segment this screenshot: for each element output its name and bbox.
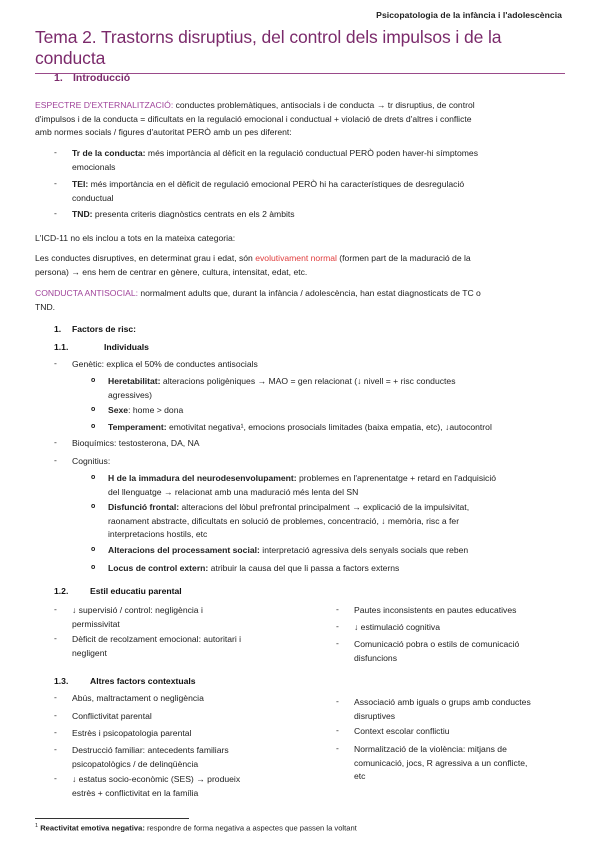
conductes-text-end: (formen part de la maduració de la xyxy=(336,253,471,263)
subsection-heading: Factors de risc: xyxy=(72,324,136,334)
antisocial-line2: TND. xyxy=(35,301,56,312)
item-text-cont: etc xyxy=(354,771,366,782)
estil-left-item xyxy=(72,633,284,660)
bioquimics-item: Bioquímics: testosterona, DA, NA xyxy=(72,438,200,448)
item-text: ↓ supervisió / control: negligència i xyxy=(72,605,203,615)
list-dash: - xyxy=(54,744,57,754)
list-dash: - xyxy=(54,437,57,447)
subitem-text: : home > dona xyxy=(128,405,184,415)
conductes-paragraph xyxy=(35,252,565,279)
antisocial-line1: normalment adults que, durant la infància / adolescència, han estat diagnosticats de TC o xyxy=(137,288,481,298)
antisocial-lead: CONDUCTA ANTISOCIAL: xyxy=(35,288,138,298)
section-heading: Introducció xyxy=(73,72,131,84)
cognitius-item: Cognitius: xyxy=(72,456,111,466)
list-item-text-cont: conductual xyxy=(72,192,114,203)
item-text-cont: disfuncions xyxy=(354,652,397,663)
list-dash: - xyxy=(54,710,57,720)
list-item-tc xyxy=(72,147,565,174)
list-dash: - xyxy=(54,633,57,643)
subsection-heading: Individuals xyxy=(104,342,149,352)
list-item-term: Tr de la conducta: xyxy=(72,148,146,158)
item-text: ↓ estatus socio-econòmic (SES) → produeix xyxy=(72,774,241,784)
footnote xyxy=(35,823,357,833)
subitem-text-cont: interpretacions hostils, etc xyxy=(108,529,208,540)
item-text-cont: permissivitat xyxy=(72,618,120,629)
subsection-number: 1.3. xyxy=(54,676,69,686)
subitem-term: Locus de control extern: xyxy=(108,563,209,573)
altres-left-item xyxy=(72,773,284,800)
genetic-subitem xyxy=(108,375,565,402)
list-dash: - xyxy=(54,727,57,737)
subitem-term: Alteracions del processament social: xyxy=(108,545,260,555)
genetic-item: Genètic: explica el 50% de conductes antisocials xyxy=(72,359,258,369)
list-item-text: més importància en el dèficit de regulació emocional PERÒ hi ha característiques de desregulació xyxy=(88,179,465,189)
estil-left-item xyxy=(72,604,284,631)
item-text-cont: negligent xyxy=(72,647,107,658)
conductes-text: Les conductes disruptives, en determinat grau i edat, són xyxy=(35,253,256,263)
subitem-text-cont: del llenguatge → relacionat amb una maduració més lenta del SN xyxy=(108,486,359,497)
estil-right-item xyxy=(354,638,566,665)
list-dash: - xyxy=(336,621,339,631)
cognitius-subitem xyxy=(108,472,565,499)
espectre-line3: amb normes socials / figures d'autoritat PERÒ amb un pes diferent: xyxy=(35,127,292,138)
list-dash: - xyxy=(54,208,57,218)
bullet-o: o xyxy=(91,423,96,430)
running-header: Psicopatologia de la infància i l'adolescència xyxy=(376,10,562,20)
subitem-text: problemes en l'aprenentatge + retard en l'adquisició xyxy=(296,473,497,483)
subitem-term: Sexe xyxy=(108,405,129,415)
item-text: Comunicació pobra o estils de comunicació xyxy=(354,639,520,649)
item-text: Normalització de la violència: mitjans de xyxy=(354,744,507,754)
conductes-highlight: evolutivament normal xyxy=(255,253,337,263)
subitem-term: Disfunció frontal: xyxy=(108,502,180,512)
estil-right-item: ↓ estimulació cognitiva xyxy=(354,622,440,632)
list-dash: - xyxy=(336,743,339,753)
page-title: Tema 2. Trastorns disruptius, del control dels impulsos i de la conducta xyxy=(35,27,565,74)
item-text: Destrucció familiar: antecedents familiars xyxy=(72,745,229,755)
estil-right-item: Pautes inconsistents en pautes educatives xyxy=(354,605,517,615)
bullet-o: o xyxy=(91,503,96,510)
item-text-cont: comunicació, jocs, R agressiva a un conflicte, xyxy=(354,757,528,768)
subitem-text: alteracions poligèniques → MAO = gen relacionat (↓ nivell = + risc conductes xyxy=(160,376,456,386)
bullet-o: o xyxy=(91,546,96,553)
conductes-line2: persona) → ens hem de centrar en gènere, cultura, intensitat, edat, etc. xyxy=(35,266,308,277)
subitem-text: interpretació agressiva dels senyals socials que reben xyxy=(259,545,469,555)
section-number: 1. xyxy=(54,72,63,84)
list-item-text-cont: emocionals xyxy=(72,161,116,172)
subsection-heading: Estil educatiu parental xyxy=(90,586,182,596)
subitem-text-cont: raonament abstracte, dificultats en solució de problemes, concentració, ↓ memòria, risc a fer xyxy=(108,515,460,526)
subsection-heading: Altres factors contextuals xyxy=(90,676,196,686)
subitem-text: atribuir la causa del que li passa a factors externs xyxy=(208,563,400,573)
cognitius-subitem xyxy=(108,544,565,558)
subsection-number: 1. xyxy=(54,324,62,334)
altres-left-item xyxy=(72,744,284,771)
altres-right-item: Context escolar conflictiu xyxy=(354,726,450,736)
list-item-term: TEI: xyxy=(72,179,89,189)
list-dash: - xyxy=(54,604,57,614)
list-dash: - xyxy=(54,692,57,702)
list-dash: - xyxy=(54,358,57,368)
altres-right-item xyxy=(354,696,566,723)
list-dash: - xyxy=(336,725,339,735)
item-text: Associació amb iguals o grups amb conductes xyxy=(354,697,531,707)
list-item-text: presenta criteris diagnòstics centrats en els 2 àmbits xyxy=(92,209,295,219)
list-dash: - xyxy=(54,455,57,465)
item-text-cont: disruptives xyxy=(354,710,396,721)
subitem-term: H de la immadura del neurodesenvolupament: xyxy=(108,473,297,483)
espectre-paragraph xyxy=(35,99,565,140)
footnote-text: respondre de forma negativa a aspectes que passen la voltant xyxy=(144,823,357,833)
subsection-number: 1.1. xyxy=(54,342,69,352)
list-dash: - xyxy=(336,638,339,648)
list-dash: - xyxy=(336,696,339,706)
cognitius-subitem xyxy=(108,562,565,576)
list-item-term: TND: xyxy=(72,209,93,219)
footnote-separator xyxy=(35,818,189,819)
bullet-o: o xyxy=(91,474,96,481)
subitem-text-cont: agressives) xyxy=(108,389,152,400)
list-item-tnd xyxy=(72,208,565,222)
bullet-o: o xyxy=(91,564,96,571)
altres-right-item xyxy=(354,743,566,784)
subitem-term: Heretabilitat: xyxy=(108,376,161,386)
list-item-text: més importància al dèficit en la regulació conductual PERÒ poden haver-hi símptomes xyxy=(145,148,479,158)
icd-paragraph: L'ICD-11 no els inclou a tots en la mateixa categoria: xyxy=(35,233,236,243)
altres-left-item: Estrès i psicopatologia parental xyxy=(72,728,192,738)
subsection-number: 1.2. xyxy=(54,586,69,596)
genetic-subitem xyxy=(108,421,578,435)
list-dash: - xyxy=(54,178,57,188)
espectre-line1: conductes problemàtiques, antisocials i de conducta → tr disruptius, de control xyxy=(173,100,475,110)
subitem-term: Temperament: xyxy=(108,422,167,432)
list-dash: - xyxy=(54,147,57,157)
espectre-lead: ESPECTRE D'EXTERNALITZACIÓ: xyxy=(35,100,174,110)
altres-left-item: Conflictivitat parental xyxy=(72,711,152,721)
subitem-text: alteracions del lòbul prefrontal principalment → explicació de la impulsivitat, xyxy=(179,502,470,512)
antisocial-paragraph xyxy=(35,287,565,314)
bullet-o: o xyxy=(91,377,96,384)
altres-left-item: Abús, maltractament o negligència xyxy=(72,693,204,703)
list-dash: - xyxy=(54,773,57,783)
footnote-mark: 1 xyxy=(35,823,39,829)
espectre-line2: d'impulsos i de la conducta = dificultats en la regulació emocional i conductual + violació de drets d'altres i conflicte xyxy=(35,113,472,124)
item-text: Dèficit de recolzament emocional: autoritari i xyxy=(72,634,242,644)
item-text-cont: estrès + conflictivitat en la família xyxy=(72,787,199,798)
bullet-o: o xyxy=(91,406,96,413)
subitem-text: emotivitat negativa¹, emocions prosocials limitades (baixa empatia, etc), ↓autocontrol xyxy=(166,422,492,432)
item-text-cont: psicopatològics / de delinqüència xyxy=(72,758,199,769)
cognitius-subitem xyxy=(108,501,565,542)
footnote-term: Reactivitat emotiva negativa: xyxy=(40,823,145,833)
list-dash: - xyxy=(336,604,339,614)
genetic-subitem xyxy=(108,404,565,418)
list-item-tei xyxy=(72,178,565,205)
